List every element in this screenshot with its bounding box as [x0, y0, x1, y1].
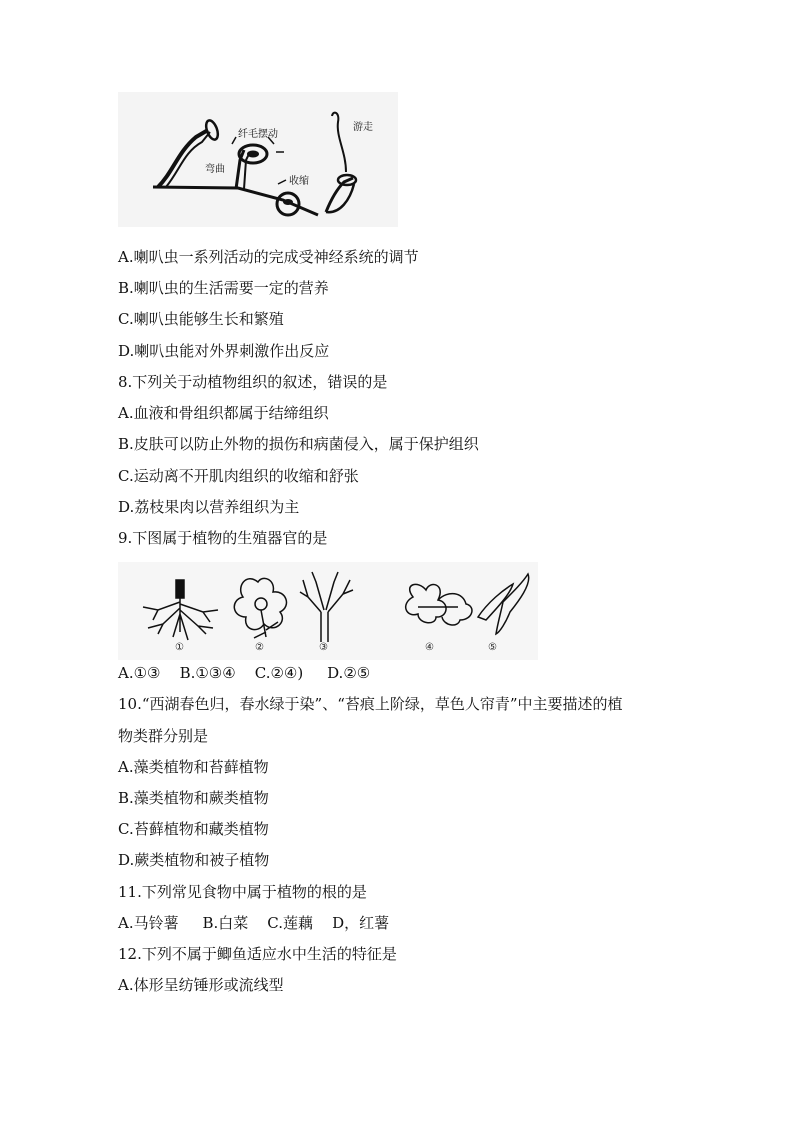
q12-stem: 12.下列不属于鲫鱼适应水中生活的特征是 — [118, 945, 397, 963]
figure-number-3: ③ — [319, 642, 328, 653]
q10-stem-line2: 物类群分别是 — [118, 727, 209, 745]
figure-number-5: ⑤ — [488, 642, 497, 653]
q11-stem: 11.下列常见食物中属于植物的根的是 — [118, 883, 367, 901]
figure-number-2: ② — [255, 642, 264, 653]
q10-option-d: D.蕨类植物和被子植物 — [118, 851, 270, 869]
label-bend: 弯曲 — [205, 164, 225, 175]
q9-stem: 9.下图属于植物的生殖器官的是 — [118, 529, 328, 547]
q11-options: A.马铃薯 B.白菜 C.莲藕 D，红薯 — [118, 914, 390, 932]
q8-option-d: D.荔枝果肉以营养组织为主 — [118, 498, 300, 516]
q8-option-c: C.运动离不开肌肉组织的收缩和舒张 — [118, 467, 359, 485]
q10-stem-line1: 10.“西湖春色归，春水绿于染”、“苔痕上阶绿，草色人帘青”中主要描述的植 — [118, 695, 623, 713]
q7-option-b: B.喇叭虫的生活需要一定的营养 — [118, 279, 329, 297]
figure-number-1: ① — [175, 642, 184, 653]
label-contract: 收缩 — [289, 176, 309, 187]
label-cilia: 纤毛摆动 — [238, 129, 278, 140]
q8-stem: 8.下列关于动植物组织的叙述，错误的是 — [118, 373, 388, 391]
q10-option-b: B.藻类植物和蕨类植物 — [118, 789, 269, 807]
q8-option-a: A.血液和骨组织都属于结缔组织 — [118, 404, 329, 422]
figure-number-4: ④ — [425, 642, 434, 653]
q10-option-c: C.苔藓植物和藏类植物 — [118, 820, 269, 838]
trumpet-animalcule-drawing — [118, 92, 398, 227]
q8-option-b: B.皮肤可以防止外物的损伤和病菌侵入，属于保护组织 — [118, 435, 479, 453]
plant-organs-figure — [118, 562, 538, 660]
q7-option-a: A.喇叭虫一系列活动的完成受神经系统的调节 — [118, 248, 419, 266]
q7-option-d: D.喇叭虫能对外界刺激作出反应 — [118, 342, 330, 360]
label-swim: 游走 — [353, 122, 373, 133]
q10-option-a: A.藻类植物和苔藓植物 — [118, 758, 269, 776]
q7-option-c: C.喇叭虫能够生长和繁殖 — [118, 310, 284, 328]
q12-option-a: A.体形呈纺锤形或流线型 — [118, 976, 284, 994]
trumpet-animalcule-figure — [118, 92, 398, 227]
q9-options: A.①③ B.①③④ C.②④) D.②⑤ — [118, 664, 371, 682]
